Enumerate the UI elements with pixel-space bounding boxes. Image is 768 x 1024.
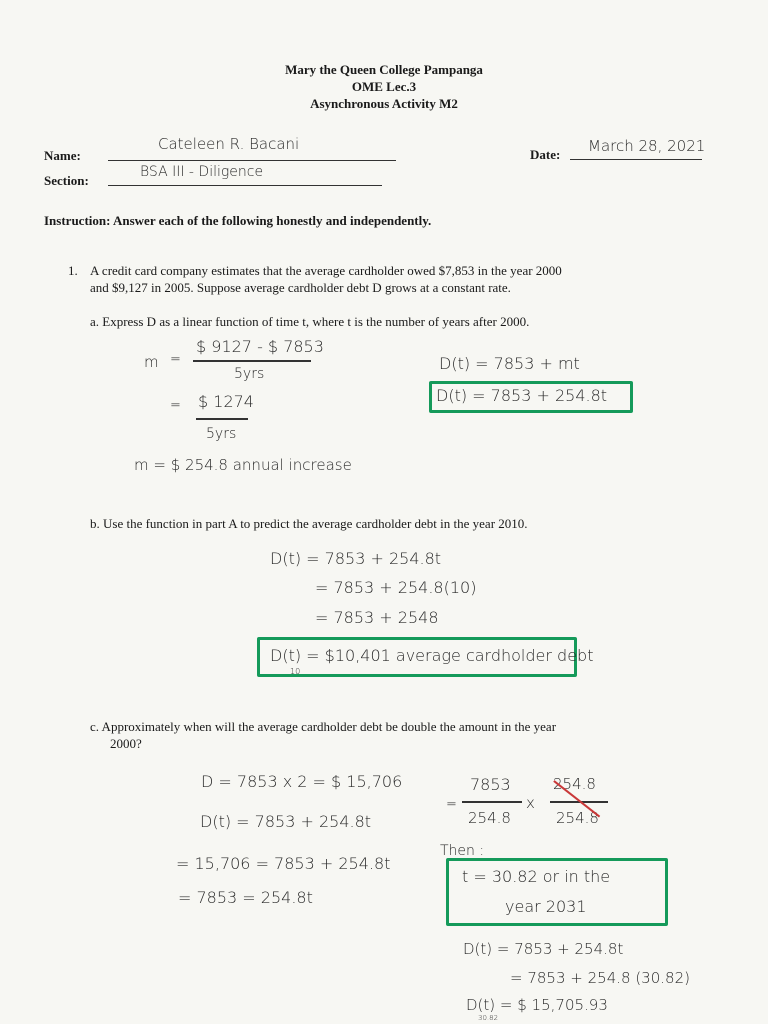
part-c-frac-equals: = — [446, 797, 457, 812]
part-c-check-line-3: D(t) = $ 15,705.93 — [466, 996, 608, 1014]
fraction-numerator-1: $ 9127 - $ 7853 — [196, 337, 324, 356]
m-equals: = — [170, 352, 181, 367]
fraction-denominator-2: 5yrs — [206, 426, 237, 442]
part-b-line-1: D(t) = 7853 + 254.8t — [270, 549, 442, 568]
part-c-fraction-numerator-2: 254.8 — [553, 775, 596, 793]
part-c-line-4: = 7853 = 254.8t — [178, 888, 313, 907]
then-label: Then : — [440, 843, 485, 859]
part-b-answer: D(t) = $10,401 average cardholder debt — [270, 646, 594, 665]
part-c-question-line-2: 2000? — [110, 736, 142, 751]
part-a-question: a. Express D as a linear function of time t, where t is the number of years after 2000. — [90, 314, 530, 329]
part-c-times: x — [526, 794, 535, 812]
section-label: Section: — [44, 173, 89, 188]
name-underline — [108, 160, 396, 161]
part-c-answer-line-1: t = 30.82 or in the — [462, 867, 611, 886]
part-c-answer-line-2: year 2031 — [505, 897, 587, 916]
fraction-numerator-2: $ 1274 — [198, 392, 254, 411]
part-b-line-3: = 7853 + 2548 — [315, 608, 439, 627]
m-equals-2: = — [170, 398, 181, 413]
name-label: Name: — [44, 148, 81, 163]
m-result: m = $ 254.8 annual increase — [134, 456, 352, 474]
problem-line-2: and $9,127 in 2005. Suppose average cardholder debt D grows at a constant rate. — [90, 280, 511, 295]
name-value: Cateleen R. Bacani — [158, 135, 300, 153]
part-b-line-2: = 7853 + 254.8(10) — [315, 578, 477, 597]
part-c-check-line-2: = 7853 + 254.8 (30.82) — [510, 969, 690, 987]
part-c-line-1: D = 7853 x 2 = $ 15,706 — [201, 772, 403, 791]
d-final-formula: D(t) = 7853 + 254.8t — [436, 386, 608, 405]
instruction-text: Instruction: Answer each of the following honestly and independently. — [44, 213, 432, 228]
fraction-bar-2 — [196, 418, 248, 420]
date-value: March 28, 2021 — [588, 137, 706, 155]
fraction-bar-1 — [193, 360, 311, 362]
part-c-check-line-1: D(t) = 7853 + 254.8t — [463, 940, 624, 958]
problem-line-1: A credit card company estimates that the average cardholder owed $7,853 in the year 2000 — [90, 263, 562, 278]
m-label: m — [144, 353, 159, 371]
part-c-check-subscript: 30.82 — [478, 1014, 499, 1022]
date-label: Date: — [530, 147, 561, 162]
part-c-fraction-bar-1 — [462, 801, 522, 803]
activity-title: Asynchronous Activity M2 — [310, 96, 458, 111]
part-c-fraction-denominator-1: 254.8 — [468, 809, 511, 827]
part-c-question-line-1: c. Approximately when will the average cardholder debt be double the amount in the year — [90, 719, 557, 734]
fraction-denominator-1: 5yrs — [234, 366, 265, 382]
part-b-question: b. Use the function in part A to predict the average cardholder debt in the year 2010. — [90, 516, 528, 531]
d-general-formula: D(t) = 7853 + mt — [439, 354, 580, 373]
problem-number: 1. — [68, 263, 78, 278]
section-value: BSA III - Diligence — [140, 164, 264, 180]
part-c-line-3: = 15,706 = 7853 + 254.8t — [176, 854, 391, 873]
section-underline — [108, 185, 382, 186]
part-c-line-2: D(t) = 7853 + 254.8t — [200, 812, 372, 831]
part-b-answer-subscript: 10 — [290, 667, 301, 676]
school-name: Mary the Queen College Pampanga — [285, 62, 483, 77]
part-c-fraction-numerator-1: 7853 — [470, 775, 511, 794]
course-code: OME Lec.3 — [351, 79, 417, 94]
part-c-fraction-denominator-2: 254.8 — [556, 809, 599, 827]
date-underline — [570, 159, 702, 160]
